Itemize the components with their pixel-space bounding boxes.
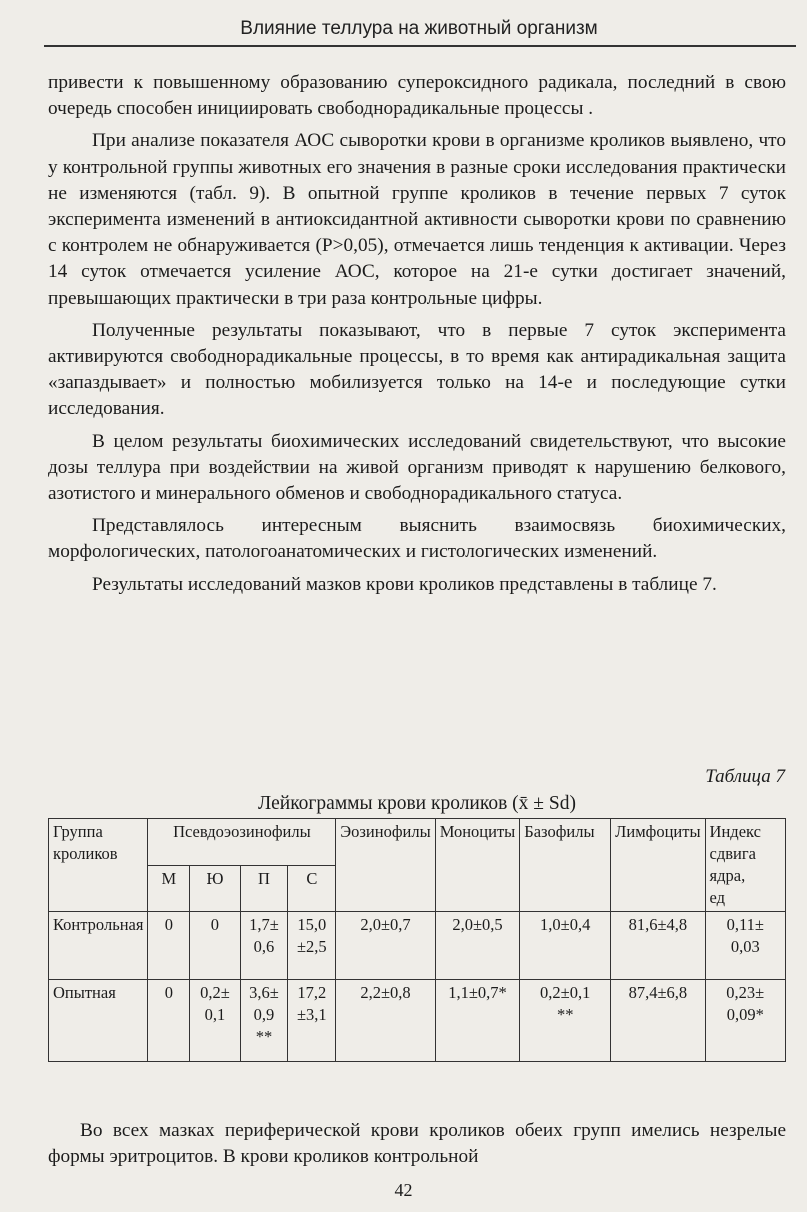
cell-eos: 2,0±0,7 bbox=[336, 912, 435, 980]
cell-mono: 1,1±0,7* bbox=[435, 980, 520, 1062]
leukogram-table bbox=[48, 818, 786, 1062]
cell-index: 0,11± 0,03 bbox=[705, 912, 785, 980]
header-monocytes: Моноциты bbox=[435, 819, 520, 912]
closing-paragraph: Во всех мазках периферической крови кроликов обеих групп имелись незрелые формы эритроцитов. В крови кроликов контрольной bbox=[48, 1120, 786, 1168]
header-yu: Ю bbox=[190, 865, 240, 912]
paragraph-4: В целом результаты биохимических исследований свидетельствуют, что высокие дозы теллура при воздействии на живой организм приводят к нарушению белкового, азотистого и минерального обменов и свободнорадикального статуса. bbox=[48, 430, 786, 505]
cell-group: Опытная bbox=[49, 980, 148, 1062]
cell-p: 3,6± 0,9 ** bbox=[240, 980, 288, 1062]
cell-lymph: 87,4±6,8 bbox=[611, 980, 705, 1062]
table-title: Лейкограммы крови кроликов (x̄ ± Sd) bbox=[258, 793, 576, 814]
header-m: М bbox=[148, 865, 190, 912]
cell-eos: 2,2±0,8 bbox=[336, 980, 435, 1062]
header-eosinophils: Эозинофилы bbox=[336, 819, 435, 912]
closing-text bbox=[48, 1118, 786, 1170]
paragraph-5: Представлялось интересным выяснить взаимосвязь биохимических, морфологических, патологоанатомических и гистологических изменений. bbox=[48, 515, 786, 563]
header-shift-index: Индекс сдвига ядра, ед bbox=[705, 819, 785, 912]
table-label: Таблица 7 bbox=[705, 766, 785, 787]
table-header-row bbox=[49, 819, 786, 866]
cell-m: 0 bbox=[148, 912, 190, 980]
body-text bbox=[48, 70, 786, 604]
cell-lymph: 81,6±4,8 bbox=[611, 912, 705, 980]
cell-mono: 2,0±0,5 bbox=[435, 912, 520, 980]
cell-s: 15,0 ±2,5 bbox=[288, 912, 336, 980]
cell-index: 0,23± 0,09* bbox=[705, 980, 785, 1062]
cell-baso: 1,0±0,4 bbox=[520, 912, 611, 980]
header-s: С bbox=[288, 865, 336, 912]
paragraph-6: Результаты исследований мазков крови кроликов представлены в таблице 7. bbox=[92, 573, 717, 595]
table-row-experimental bbox=[49, 980, 786, 1062]
running-title: Влияние теллура на животный организм bbox=[240, 18, 598, 39]
cell-p: 1,7± 0,6 bbox=[240, 912, 288, 980]
paragraph-3: Полученные результаты показывают, что в первые 7 суток эксперимента активируются свободнорадикальные процессы, в то время как антирадикальная защита «запаздывает» и полностью мобилизуется только на 14-е и последующие сутки исследования. bbox=[48, 319, 786, 420]
cell-group: Контрольная bbox=[49, 912, 148, 980]
cell-s: 17,2 ±3,1 bbox=[288, 980, 336, 1062]
cell-yu: 0,2± 0,1 bbox=[190, 980, 240, 1062]
cell-m: 0 bbox=[148, 980, 190, 1062]
cell-yu: 0 bbox=[190, 912, 240, 980]
header-pseudoeosinophils: Псевдоэозинофилы bbox=[148, 819, 336, 866]
page-number: 42 bbox=[394, 1180, 413, 1200]
header-rule bbox=[44, 45, 796, 47]
header-basophils: Базофилы bbox=[520, 819, 611, 912]
header-group: Группа кроликов bbox=[49, 819, 148, 912]
paragraph-2: При анализе показателя АОС сыворотки крови в организме кроликов выявлено, что у контрольной группы животных его значения в разные сроки исследования практически не изменяются (табл. 9). В опытной группе кроликов в течение первых 7 суток эксперимента изменений в антиоксидантной активности сыворотки крови по сравнению с контролем не обнаруживается (P>0,05), отмечается лишь тенденция к активации. Через 14 суток отмечается усиление АОС, которое на 21-е сутки достигает значений, превышающих практически в три раза контрольные цифры. bbox=[48, 130, 786, 309]
header-p: П bbox=[240, 865, 288, 912]
cell-baso: 0,2±0,1 ** bbox=[520, 980, 611, 1062]
paragraph-1: привести к повышенному образованию супероксидного радикала, последний в свою очередь способен инициировать свободнорадикальные процессы . bbox=[48, 72, 786, 120]
header-lymphocytes: Лимфоциты bbox=[611, 819, 705, 912]
table-row-control bbox=[49, 912, 786, 980]
